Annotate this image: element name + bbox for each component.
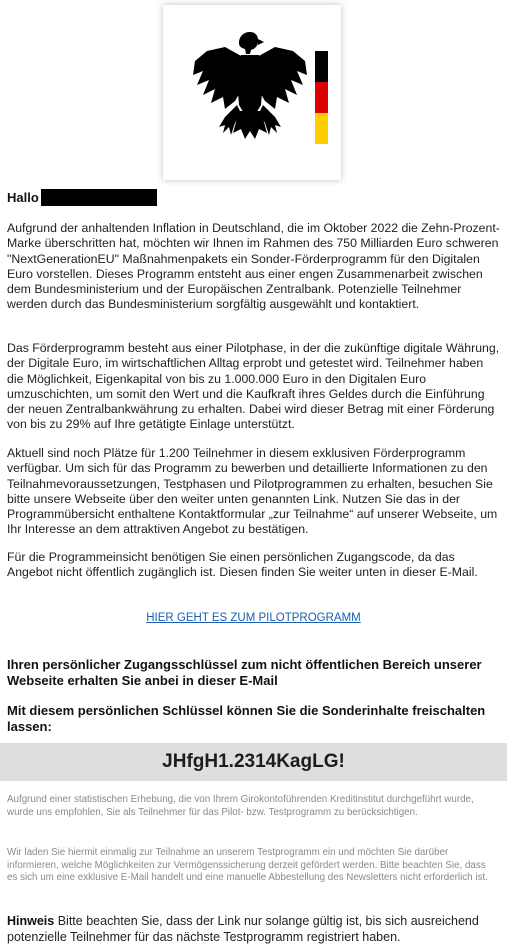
federal-logo	[163, 5, 341, 180]
redacted-name	[41, 189, 157, 206]
greeting-text: Hallo	[7, 190, 39, 205]
access-code-band	[0, 743, 507, 781]
access-key-heading: Ihren persönlicher Zugangsschlüssel zum nicht öffentlichen Bereich unserer Webseite erhalten Sie anbei in dieser E-Mail	[7, 657, 482, 688]
paragraph-availability: Aktuell sind noch Plätze für 1.200 Teilnehmer in diesem exklusiven Förderprogramm verfügbar. Um sich für das Programm zu bewerben und detaillierte Informationen zu den Teilnahmevoraussetzungen, Testphasen und Pilotprogrammen zu erhalten, besuchen Sie bitte unsere Webseite über den weiter unten genannten Link. Nutzen Sie das in der Programmübersicht enthaltene Kontaktformular „zur Teilnahme“ auf unserer Webseite, um Ihr Interesse an dem attraktiven Angebot zu bestätigen.	[7, 446, 498, 537]
small-print-invitation: Wir laden Sie hiermit einmalig zur Teilnahme an unserem Testprogramm ein und möchten Sie darüber informieren, welche Möglichkeiten zur Vermögenssicherung derzeit gefördert werden. Bitte beachten Sie, dass es sich um eine exklusive E-Mail handelt und eine manuelle Abbestellung des Newsletters nicht erforderlich ist.	[7, 847, 488, 883]
paragraph-access-code: Für die Programmeinsicht benötigen Sie einen persönlichen Zugangscode, da das Angebot nicht öffentlich zugänglich ist. Diesen finden Sie weiter unten in dieser E-Mail.	[7, 550, 478, 580]
small-print-survey: Aufgrund einer statistischen Erhebung, die von Ihrem Girokontoführenden Kreditinstitut durchgeführt wurde, wurde uns empfohlen, Sie als Teilnehmer für das Pilot- bzw. Testprogramm zu berücksichtigen.	[7, 794, 474, 818]
paragraph-program: Das Förderprogramm besteht aus einer Pilotphase, in der die zukünftige digitale Währung, der Digitale Euro, im wirtschaftlichen Alltag erprobt und getestet wird. Teilnehmer haben die Möglichkeit, Eigenkapital von bis zu 1.000.000 Euro in den Digitalen Euro umzuschichten, um somit den Wert und die Kaufkraft ihres Geldes durch die Einführung der neuen Zentralbankwährung zu erhalten. Dabei wird dieser Betrag mit einer Förderung von bis zu 29% auf Ihre getätigte Einlage unterstützt.	[7, 341, 500, 432]
federal-eagle-icon	[163, 5, 341, 180]
greeting	[7, 189, 157, 206]
paragraph-intro: Aufgrund der anhaltenden Inflation in Deutschland, die im Oktober 2022 die Zehn-Prozent-Marke überschritten hat, möchten wir Ihnen im Rahmen des 750 Milliarden Euro schweren "NextGenerationEU" Maßnahmenpakets ein Sonder-Förderprogramm für den Digitalen Euro vorstellen. Dieses Programm entsteht aus einer engen Zusammenarbeit zwischen dem Bundesministerium und der Europäischen Zentralbank. Potenzielle Teilnehmer werden durch das Bundesministerium sorgfältig ausgewählt und kontaktiert.	[7, 221, 500, 312]
hint-note	[7, 914, 502, 945]
german-flag-icon	[315, 51, 328, 144]
access-code: JHfgH1.2314KagLG!	[162, 751, 345, 772]
unlock-instruction: Mit diesem persönlichen Schlüssel können Sie die Sonderinhalte freischalten lassen:	[7, 703, 486, 734]
hint-label: Hinweis	[7, 914, 55, 928]
hint-text: Bitte beachten Sie, dass der Link nur solange gültig ist, bis sich ausreichend potenzielle Teilnehmer für das nächste Testprogramm registriert haben.	[7, 914, 479, 944]
pilot-program-link[interactable]: HIER GEHT ES ZUM PILOTPROGRAMM	[146, 612, 361, 624]
